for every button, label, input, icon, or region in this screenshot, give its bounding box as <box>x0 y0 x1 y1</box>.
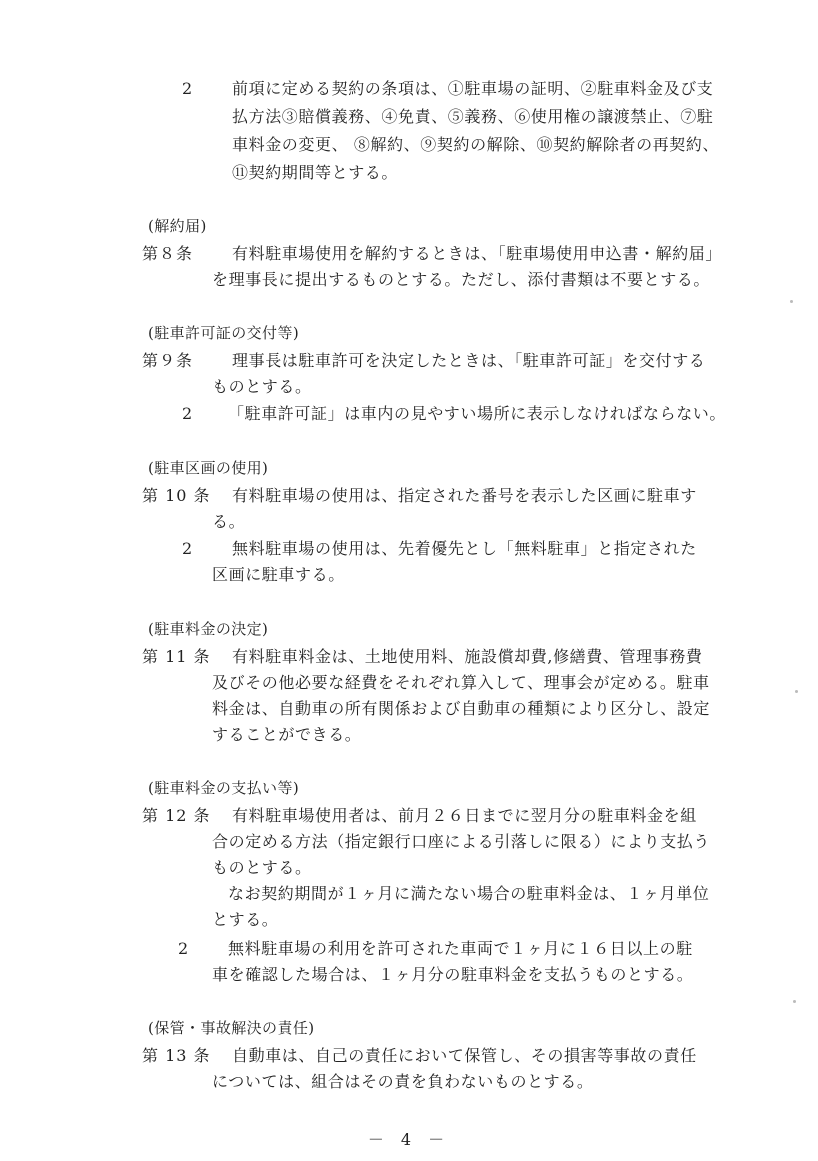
text-line: 及びその他必要な経費をそれぞれ算入して、理事会が定める。駐車 <box>212 673 710 692</box>
text-line: を理事長に提出するものとする。ただし、添付書類は不要とする。 <box>212 270 711 289</box>
paragraph-number: 2 <box>182 404 193 423</box>
text-line: 払方法③賠償義務、④免責、⑤義務、⑥使用権の譲渡禁止、⑦駐 <box>232 107 714 126</box>
text-line: 無料駐車場の利用を許可された車両で１ヶ月に１６日以上の駐 <box>228 939 693 958</box>
text-line: 自動車は、自己の責任において保管し、その損害等事故の責任 <box>232 1046 697 1065</box>
text-line: なお契約期間が１ヶ月に満たない場合の駐車料金は、１ヶ月単位 <box>228 884 710 903</box>
article-heading: (駐車許可証の交付等) <box>148 324 300 342</box>
article-number: 第 13 条 <box>142 1046 211 1065</box>
article-heading: (駐車料金の支払い等) <box>148 779 300 797</box>
text-line: 有料駐車場の使用は、指定された番号を表示した区画に駐車す <box>232 486 697 505</box>
text-line: 車を確認した場合は、１ヶ月分の駐車料金を支払うものとする。 <box>212 965 694 984</box>
text-line: る。 <box>212 512 246 531</box>
paragraph-number: 2 <box>182 79 193 98</box>
text-line: 有料駐車料金は、土地使用料、施設償却費,修繕費、管理事務費 <box>232 647 703 666</box>
text-line: 理事長は駐車許可を決定したときは、「駐車許可証」を交付する <box>232 351 706 370</box>
text-line: 合の定める方法（指定銀行口座による引落しに限る）により支払う <box>212 832 711 851</box>
paragraph-number: 2 <box>178 939 189 958</box>
text-line: 無料駐車場の使用は、先着優先とし「無料駐車」と指定された <box>232 539 697 558</box>
article-heading: (駐車区画の使用) <box>148 459 269 477</box>
text-line: 有料駐車場使用を解約するときは、「駐車場使用申込書・解約届」 <box>232 244 723 263</box>
paragraph-number: 2 <box>182 539 193 558</box>
text-line: については、組合はその責を負わないものとする。 <box>212 1072 594 1091</box>
text-line: 車料金の変更、 ⑧解約、⑨契約の解除、⑩契約解除者の再契約、 <box>232 135 720 154</box>
text-line: とする。 <box>212 910 279 929</box>
article-number: 第９条 <box>142 351 194 370</box>
article-number: 第８条 <box>142 244 194 263</box>
scan-speck <box>793 1000 796 1003</box>
article-heading: (駐車料金の決定) <box>148 620 269 638</box>
text-line: 料金は、自動車の所有関係および自動車の種類により区分し、設定 <box>212 699 711 718</box>
scan-speck <box>790 300 793 303</box>
text-line: ものとする。 <box>212 858 312 877</box>
page-number: － 4 － <box>367 1130 451 1149</box>
article-heading: (保管・事故解決の責任) <box>148 1019 315 1037</box>
text-line: することができる。 <box>212 725 362 744</box>
text-line: 「駐車許可証」は車内の見やすい場所に表示しなければならない。 <box>228 404 727 423</box>
scan-speck <box>795 690 798 693</box>
article-number: 第 12 条 <box>142 806 211 825</box>
text-line: 区画に駐車する。 <box>212 565 345 584</box>
text-line: ものとする。 <box>212 377 312 396</box>
article-number: 第 10 条 <box>142 486 211 505</box>
text-line: 有料駐車場使用者は、前月２６日までに翌月分の駐車料金を組 <box>232 806 697 825</box>
article-number: 第 11 条 <box>142 647 211 666</box>
text-line: ⑪契約期間等とする。 <box>232 163 399 182</box>
text-line: 前項に定める契約の条項は、①駐車場の証明、②駐車料金及び支 <box>232 79 714 98</box>
article-heading: (解約届) <box>148 217 207 235</box>
